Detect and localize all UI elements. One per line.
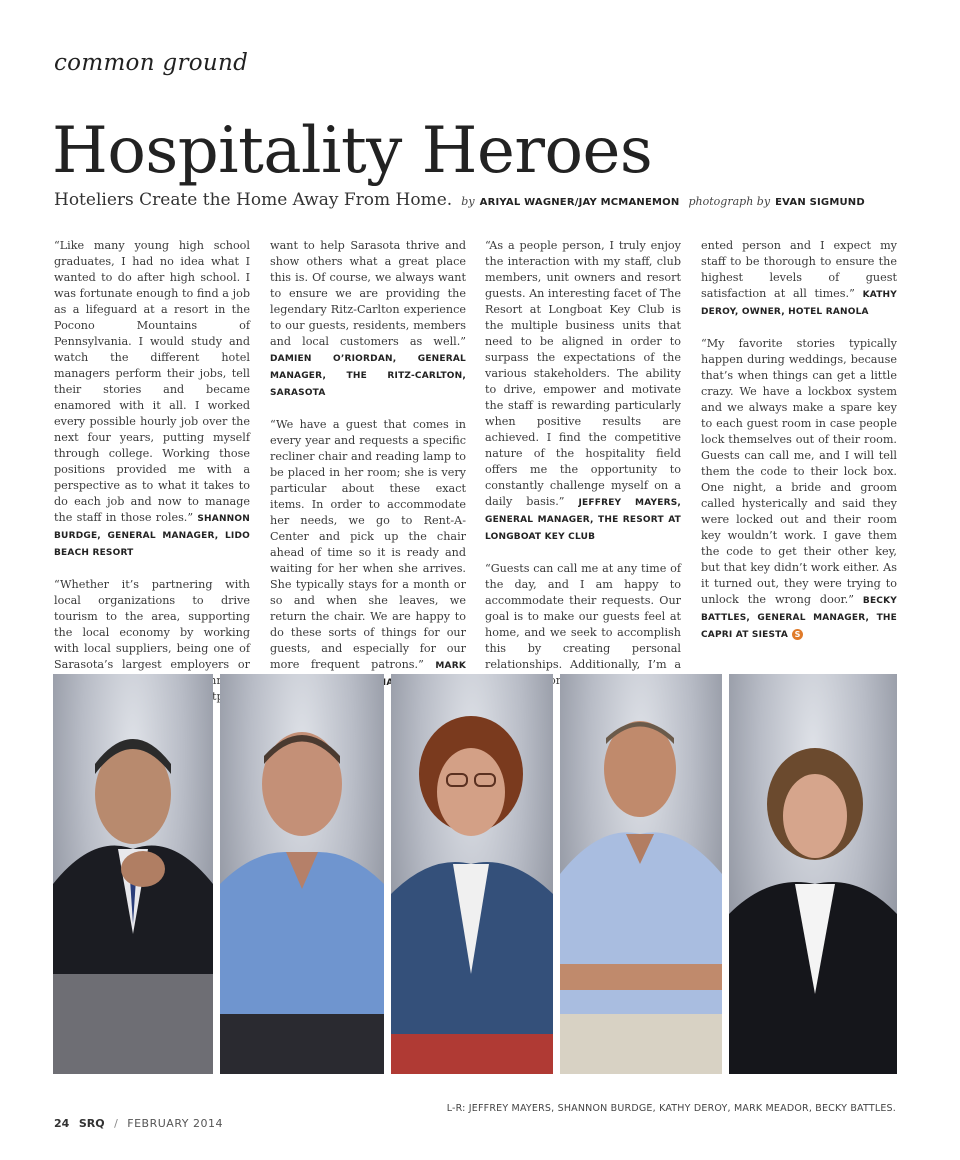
- column-1: [54, 238, 250, 737]
- column-3: [485, 238, 681, 705]
- column-2: [270, 238, 466, 724]
- quote-battles: “My favorite stories typically happen during weddings, because that’s when things can get a little crazy. We have a lockbox system and we always make a spare key to each guest room in case people lock themselves out of their room. Guests can call me, and I will tell them the code to their lock box. One night, a bride and groom called hysterically and said they were locked out and their room key wouldn’t work. I gave them the code to get their other key, but that key didn’t work either. As it turned out, they were trying to unlock the wrong door.” BECKY BATTLES, GENERAL MANAGER, THE CAPRI AT SIESTA S: [701, 337, 897, 640]
- quote-deroy-end: ented person and I expect my staff to be thorough to ensure the highest levels of guest satisfaction at all times.” KATHY DEROY, OWNER, HOTEL RANOLA: [701, 239, 897, 317]
- quote-burdge: “Like many young high school graduates, I had no idea what I wanted to do after high school. I was fortunate enough to find a job as a lifeguard at a resort in the Pocono Mountains of Pennsylvania. I would study and watch the different hotel managers perform their jobs, tell their stories and became enamored with it all. I worked every possible hourly job over the next four years, putting myself through college. Working those positions provided me with a perspective as to what it takes to do each job and now to manage the staff in those roles.” SHANNON BURDGE, GENERAL MANAGER, LIDO BEACH RESORT: [54, 239, 250, 558]
- page-number: 24: [54, 1117, 70, 1130]
- end-mark-icon: S: [792, 629, 803, 640]
- photo-credit-prefix: photograph by: [688, 195, 771, 208]
- deck-line: [54, 190, 914, 210]
- column-4: [701, 238, 897, 659]
- portrait-photo: [729, 674, 897, 1074]
- byline-names: ARIYAL WAGNER/JAY MCMANEMON: [479, 197, 680, 208]
- quote-meador: “We have a guest that comes in every year and requests a specific recliner chair and reading lamp to be placed in her room; she is very particular about these exact items. In order to accommodate her needs, we go to Rent-A-Center and pick up the chair ahead of time so it is ready and waiting for her when she arrives. She typically stays for a month or so and when she leaves, we return the chair. We are happy to do these sorts of things for our guests, and especially for our more frequent patrons.” MARK: [270, 417, 466, 708]
- quote-mayers: “As a people person, I truly enjoy the interaction with my staff, club members, unit owners and resort guests. An interesting facet of The Resort at Longboat Key Club is the multiple business units that need to be aligned in order to surpass the expectations of the various stakeholders. The ability to drive, empower and motivate the staff is rewarding particularly when positive results are achieved. I find the competitive nature of the hospitality field offers me the opportunity to constantly challenge myself on a daily basis.” JEFFREY MAYERS, GENERAL MANAGER, THE RESORT AT LONGBOAT KEY CLUB: [485, 239, 681, 542]
- magazine-name: SRQ: [78, 1117, 105, 1130]
- quote-oriordan-end: want to help Sarasota thrive and show others what a great place this is. Of course, we always want to ensure we are providing the legendary Ritz-Carlton experience to our guests, residents, members and local customers as well.” DAMIEN O’RIORDAN, GENERAL MANAGER, THE RITZ-CARLTON, SARASOTA: [270, 239, 466, 398]
- quote-deroy-start: “Guests can call me at any time of the day, and I am happy to accommodate their requests. Our goal is to make our guests feel at home, and we seek to accomplish this by creating personal relationships. Additionally, I’m a: [485, 562, 681, 671]
- portrait-photo: [220, 674, 384, 1074]
- quote-attribution: KATHY DEROY, OWNER, HOTEL RANOLA: [701, 290, 897, 317]
- page-title: Hospitality Heroes: [52, 114, 653, 188]
- photo-caption: L-R: JEFFREY MAYERS, SHANNON BURDGE, KATHY DEROY, MARK MEADOR, BECKY BATTLES.: [446, 1103, 896, 1114]
- quote-attribution: BECKY BATTLES, GENERAL MANAGER, THE CAPRI AT SIESTA: [701, 596, 897, 640]
- quote-oriordan-start: “Whether it’s partnering with local organizations to drive tourism to the area, supporting the local economy by working with local suppliers, being one of Sarasota’s largest employers or: [54, 578, 250, 671]
- section-kicker: common ground: [54, 50, 249, 76]
- photo-credit-name: EVAN SIGMUND: [775, 197, 865, 208]
- quote-attribution: JEFFREY MAYERS, GENERAL MANAGER, THE RESORT AT LONGBOAT KEY CLUB: [485, 498, 681, 542]
- page-footer: [54, 1117, 223, 1130]
- portrait-photo: [560, 674, 722, 1074]
- footer-separator: /: [114, 1117, 118, 1130]
- portrait-strip: [53, 674, 897, 1074]
- quote-attribution: MARK: [435, 661, 467, 671]
- quote-attribution: DAMIEN O’RIORDAN, GENERAL MANAGER, THE RITZ-CARLTON, SARASOTA: [270, 354, 466, 398]
- portrait-photo: [391, 674, 553, 1074]
- article-columns: [54, 238, 681, 671]
- issue-date: FEBRUARY 2014: [127, 1117, 223, 1130]
- deck: Hoteliers Create the Home Away From Home.: [54, 190, 453, 210]
- portrait-photo: [53, 674, 213, 1074]
- byline-prefix: by: [461, 195, 475, 208]
- quote-attribution: SHANNON BURDGE, GENERAL MANAGER, LIDO BEACH RESORT: [54, 514, 250, 558]
